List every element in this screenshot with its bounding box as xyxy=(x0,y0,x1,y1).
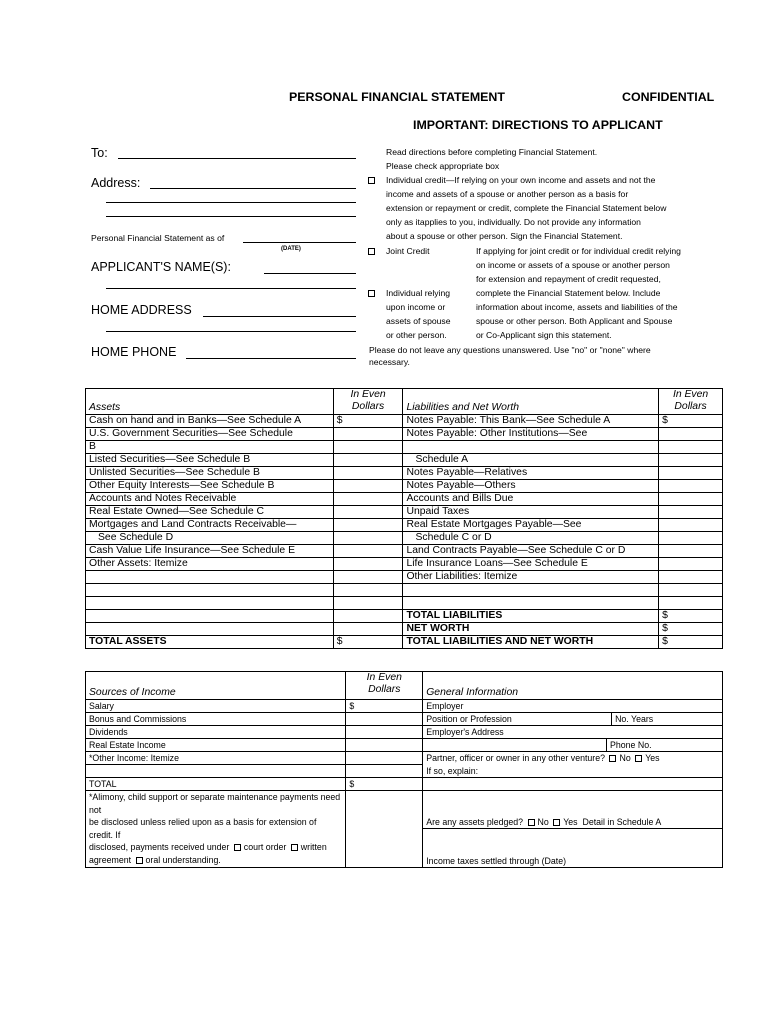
liability-amount[interactable] xyxy=(659,597,723,610)
asset-amount[interactable] xyxy=(333,597,403,610)
relying-label-3: assets of spouse xyxy=(386,316,451,326)
other-income-label: *Other Income: Itemize xyxy=(86,752,346,765)
liability-amount[interactable] xyxy=(659,467,723,480)
asset-label: Other Equity Interests—See Schedule B xyxy=(86,480,334,493)
table-row xyxy=(86,454,723,467)
liability-label: Life Insurance Loans—See Schedule E xyxy=(403,558,659,571)
liability-amount[interactable]: $ xyxy=(659,415,723,428)
individual-credit-line-3: extension or repayment or credit, complete the Financial Statement below xyxy=(386,203,667,213)
liability-label xyxy=(403,584,659,597)
relying-label-2: upon income or xyxy=(386,302,446,312)
joint-credit-line-3: for extension and repayment of credit requested, xyxy=(476,274,661,284)
home-address-label: HOME ADDRESS xyxy=(91,303,192,317)
table-row xyxy=(86,597,723,610)
asset-label: Listed Securities—See Schedule B xyxy=(86,454,334,467)
real-estate-income-label: Real Estate Income xyxy=(86,739,346,752)
salary-label: Salary xyxy=(86,700,346,713)
dividends-label: Dividends xyxy=(86,726,346,739)
sources-of-income-header: Sources of Income xyxy=(86,672,346,700)
salary-amount[interactable]: $ xyxy=(346,700,423,713)
salary-row xyxy=(86,700,723,713)
liability-label: Unpaid Taxes xyxy=(403,506,659,519)
liability-label: Real Estate Mortgages Payable—See xyxy=(403,519,659,532)
liability-label: Notes Payable: This Bank—See Schedule A xyxy=(403,415,659,428)
pledged-no-checkbox[interactable] xyxy=(528,819,535,826)
net-worth-label: NET WORTH xyxy=(403,623,659,636)
liability-amount[interactable] xyxy=(659,545,723,558)
liability-label: Notes Payable—Relatives xyxy=(403,467,659,480)
assets-liabilities-table xyxy=(85,388,723,649)
table-row xyxy=(86,532,723,545)
income-total-amount[interactable]: $ xyxy=(346,778,423,791)
asset-label: See Schedule D xyxy=(86,532,334,545)
asset-amount[interactable] xyxy=(333,441,403,454)
joint-credit-checkbox[interactable] xyxy=(368,248,375,255)
income-taxes-field[interactable]: Income taxes settled through (Date) xyxy=(423,829,723,867)
income-table xyxy=(85,671,723,868)
total-liab-nw-label: TOTAL LIABILITIES AND NET WORTH xyxy=(403,636,659,649)
employer-field[interactable]: Employer xyxy=(423,700,723,713)
table-row xyxy=(86,558,723,571)
table-row xyxy=(86,493,723,506)
liability-amount[interactable] xyxy=(659,584,723,597)
total-liabilities-row xyxy=(86,610,723,623)
liability-amount[interactable] xyxy=(659,441,723,454)
total-assets-amount[interactable]: $ xyxy=(333,636,403,649)
directions-footer-1: Please do not leave any questions unanswered. Use "no" or "none" where xyxy=(369,345,651,355)
liability-amount[interactable] xyxy=(659,571,723,584)
partner-question: Partner, officer or owner in any other venture? No Yes If so, explain: xyxy=(423,752,723,778)
assets-even-dollars-header: In Even Dollars xyxy=(333,389,403,415)
total-liab-nw-amount[interactable]: $ xyxy=(659,636,723,649)
pledged-yes-checkbox[interactable] xyxy=(553,819,560,826)
income-even-dollars-header: In Even Dollars xyxy=(346,672,423,700)
oral-understanding-checkbox[interactable] xyxy=(136,857,143,864)
liability-label: Other Liabilities: Itemize xyxy=(403,571,659,584)
asset-label: Cash Value Life Insurance—See Schedule E xyxy=(86,545,334,558)
partner-no-checkbox[interactable] xyxy=(609,755,616,762)
directions-intro-1: Read directions before completing Financial Statement. xyxy=(386,147,598,157)
asset-amount[interactable] xyxy=(333,506,403,519)
joint-credit-label: Joint Credit xyxy=(386,246,430,256)
table-row xyxy=(86,571,723,584)
asset-amount[interactable] xyxy=(333,519,403,532)
other-income-row xyxy=(86,752,723,765)
total-assets-label: TOTAL ASSETS xyxy=(86,636,334,649)
asset-amount[interactable] xyxy=(333,532,403,545)
directions-intro-2: Please check appropriate box xyxy=(386,161,500,171)
asset-amount[interactable]: $ xyxy=(333,415,403,428)
liability-amount[interactable] xyxy=(659,519,723,532)
liability-amount[interactable] xyxy=(659,493,723,506)
table-row xyxy=(86,584,723,597)
liabilities-even-dollars-header: In Even Dollars xyxy=(659,389,723,415)
to-label: To: xyxy=(91,146,108,160)
table-header-row xyxy=(86,389,723,415)
date-field[interactable] xyxy=(243,242,356,243)
liability-label: Notes Payable—Others xyxy=(403,480,659,493)
written-agreement-checkbox[interactable] xyxy=(291,844,298,851)
document-title: PERSONAL FINANCIAL STATEMENT xyxy=(289,90,505,104)
home-phone-field[interactable] xyxy=(186,358,356,359)
liability-label xyxy=(403,441,659,454)
relying-line-3: spouse or other person. Both Applicant and Spouse xyxy=(476,316,673,326)
liability-amount[interactable] xyxy=(659,532,723,545)
liability-amount[interactable] xyxy=(659,428,723,441)
liability-amount[interactable] xyxy=(659,506,723,519)
income-header-row xyxy=(86,672,723,700)
real-estate-income-row xyxy=(86,739,723,752)
table-row xyxy=(86,519,723,532)
individual-credit-line-4: only as itapplies to you, individually. Do not provide any information xyxy=(386,217,641,227)
liability-amount[interactable] xyxy=(659,480,723,493)
income-total-row xyxy=(86,778,723,791)
liability-label: Schedule A xyxy=(403,454,659,467)
net-worth-row xyxy=(86,623,723,636)
total-liabilities-amount[interactable]: $ xyxy=(659,610,723,623)
partner-yes-checkbox[interactable] xyxy=(635,755,642,762)
liability-label: Schedule C or D xyxy=(403,532,659,545)
bonus-row xyxy=(86,713,723,726)
position-field[interactable]: Position or Profession xyxy=(423,713,612,726)
total-liabilities-label: TOTAL LIABILITIES xyxy=(403,610,659,623)
table-row xyxy=(86,506,723,519)
dividends-row xyxy=(86,726,723,739)
individual-credit-checkbox[interactable] xyxy=(368,177,375,184)
relying-label-4: or other person. xyxy=(386,330,447,340)
asset-label xyxy=(86,571,334,584)
applicants-name-field-1[interactable] xyxy=(264,273,356,274)
asset-label: U.S. Government Securities—See Schedule xyxy=(86,428,334,441)
asset-amount[interactable] xyxy=(333,467,403,480)
asset-label: Unlisted Securities—See Schedule B xyxy=(86,467,334,480)
asset-amount[interactable] xyxy=(333,584,403,597)
employer-address-field[interactable]: Employer's Address xyxy=(423,726,723,739)
assets-pledged-question: Are any assets pledged? No Yes Detail in Schedule A xyxy=(423,791,723,829)
table-row xyxy=(86,480,723,493)
address-field-3[interactable] xyxy=(106,216,356,217)
pfs-as-of-label: Personal Financial Statement as of xyxy=(91,233,225,243)
liability-label: Notes Payable: Other Institutions—See xyxy=(403,428,659,441)
asset-label: Mortgages and Land Contracts Receivable— xyxy=(86,519,334,532)
home-address-field-2[interactable] xyxy=(106,331,356,332)
liability-amount[interactable] xyxy=(659,454,723,467)
asset-amount[interactable] xyxy=(333,558,403,571)
applicants-name-field-2[interactable] xyxy=(106,288,356,289)
liability-label: Accounts and Bills Due xyxy=(403,493,659,506)
home-phone-label: HOME PHONE xyxy=(91,345,177,359)
asset-label: Real Estate Owned—See Schedule C xyxy=(86,506,334,519)
joint-credit-line-2: on income or assets of a spouse or another person xyxy=(476,260,670,270)
asset-amount[interactable] xyxy=(333,428,403,441)
directions-title: IMPORTANT: DIRECTIONS TO APPLICANT xyxy=(413,118,663,132)
general-info-header: General Information xyxy=(423,672,723,700)
phone-no-field[interactable]: Phone No. xyxy=(610,740,652,750)
alimony-row xyxy=(86,791,723,829)
asset-amount[interactable] xyxy=(333,454,403,467)
table-row xyxy=(86,415,723,428)
confidential-label: CONFIDENTIAL xyxy=(622,90,715,104)
asset-label: Accounts and Notes Receivable xyxy=(86,493,334,506)
alimony-note: *Alimony, child support or separate maintenance payments need not be disclosed unless relied upon as a basis for extension of credit. If disclosed, payments received under court order written agreement oral understanding. xyxy=(86,791,346,868)
asset-amount[interactable] xyxy=(333,571,403,584)
asset-label xyxy=(86,597,334,610)
address-field-2[interactable] xyxy=(106,202,356,203)
to-field[interactable] xyxy=(118,158,356,159)
address-field-1[interactable] xyxy=(150,188,356,189)
liability-amount[interactable] xyxy=(659,558,723,571)
individual-credit-line-1: Individual credit—If relying on your own income and assets and not the xyxy=(386,175,656,185)
relying-line-4: or Co-Applicant sign this statement. xyxy=(476,330,612,340)
relying-label-1: Individual relying xyxy=(386,288,451,298)
asset-label: Cash on hand and in Banks—See Schedule A xyxy=(86,415,334,428)
if-so-explain: If so, explain: xyxy=(426,765,479,776)
liability-label xyxy=(403,597,659,610)
address-label: Address: xyxy=(91,176,141,190)
asset-label: Other Assets: Itemize xyxy=(86,558,334,571)
assets-header: Assets xyxy=(86,389,334,415)
home-address-field-1[interactable] xyxy=(203,316,356,317)
asset-amount[interactable] xyxy=(333,480,403,493)
applicants-name-label: APPLICANT'S NAME(S): xyxy=(91,260,231,274)
date-caption: (DATE) xyxy=(281,246,301,252)
income-total-label: TOTAL xyxy=(86,778,346,791)
asset-label: B xyxy=(86,441,334,454)
table-row xyxy=(86,428,723,441)
relying-line-2: information about income, assets and liabilities of the xyxy=(476,302,678,312)
relying-line-1: complete the Financial Statement below. Include xyxy=(476,288,661,298)
directions-footer-2: necessary. xyxy=(369,357,410,367)
asset-amount[interactable] xyxy=(333,545,403,558)
table-row xyxy=(86,545,723,558)
totals-row xyxy=(86,636,723,649)
joint-credit-line-1: If applying for joint credit or for individual credit relying xyxy=(476,246,681,256)
table-row xyxy=(86,467,723,480)
individual-relying-checkbox[interactable] xyxy=(368,290,375,297)
asset-label xyxy=(86,584,334,597)
table-row xyxy=(86,441,723,454)
bonus-label: Bonus and Commissions xyxy=(86,713,346,726)
asset-amount[interactable] xyxy=(333,493,403,506)
court-order-checkbox[interactable] xyxy=(234,844,241,851)
liability-label: Land Contracts Payable—See Schedule C or D xyxy=(403,545,659,558)
individual-credit-line-5: about a spouse or other person. Sign the Financial Statement. xyxy=(386,231,623,241)
net-worth-amount[interactable]: $ xyxy=(659,623,723,636)
liabilities-header: Liabilities and Net Worth xyxy=(403,389,659,415)
no-years-field[interactable]: No. Years xyxy=(612,713,723,726)
individual-credit-line-2: income and assets of a spouse or another person as a basis for xyxy=(386,189,629,199)
